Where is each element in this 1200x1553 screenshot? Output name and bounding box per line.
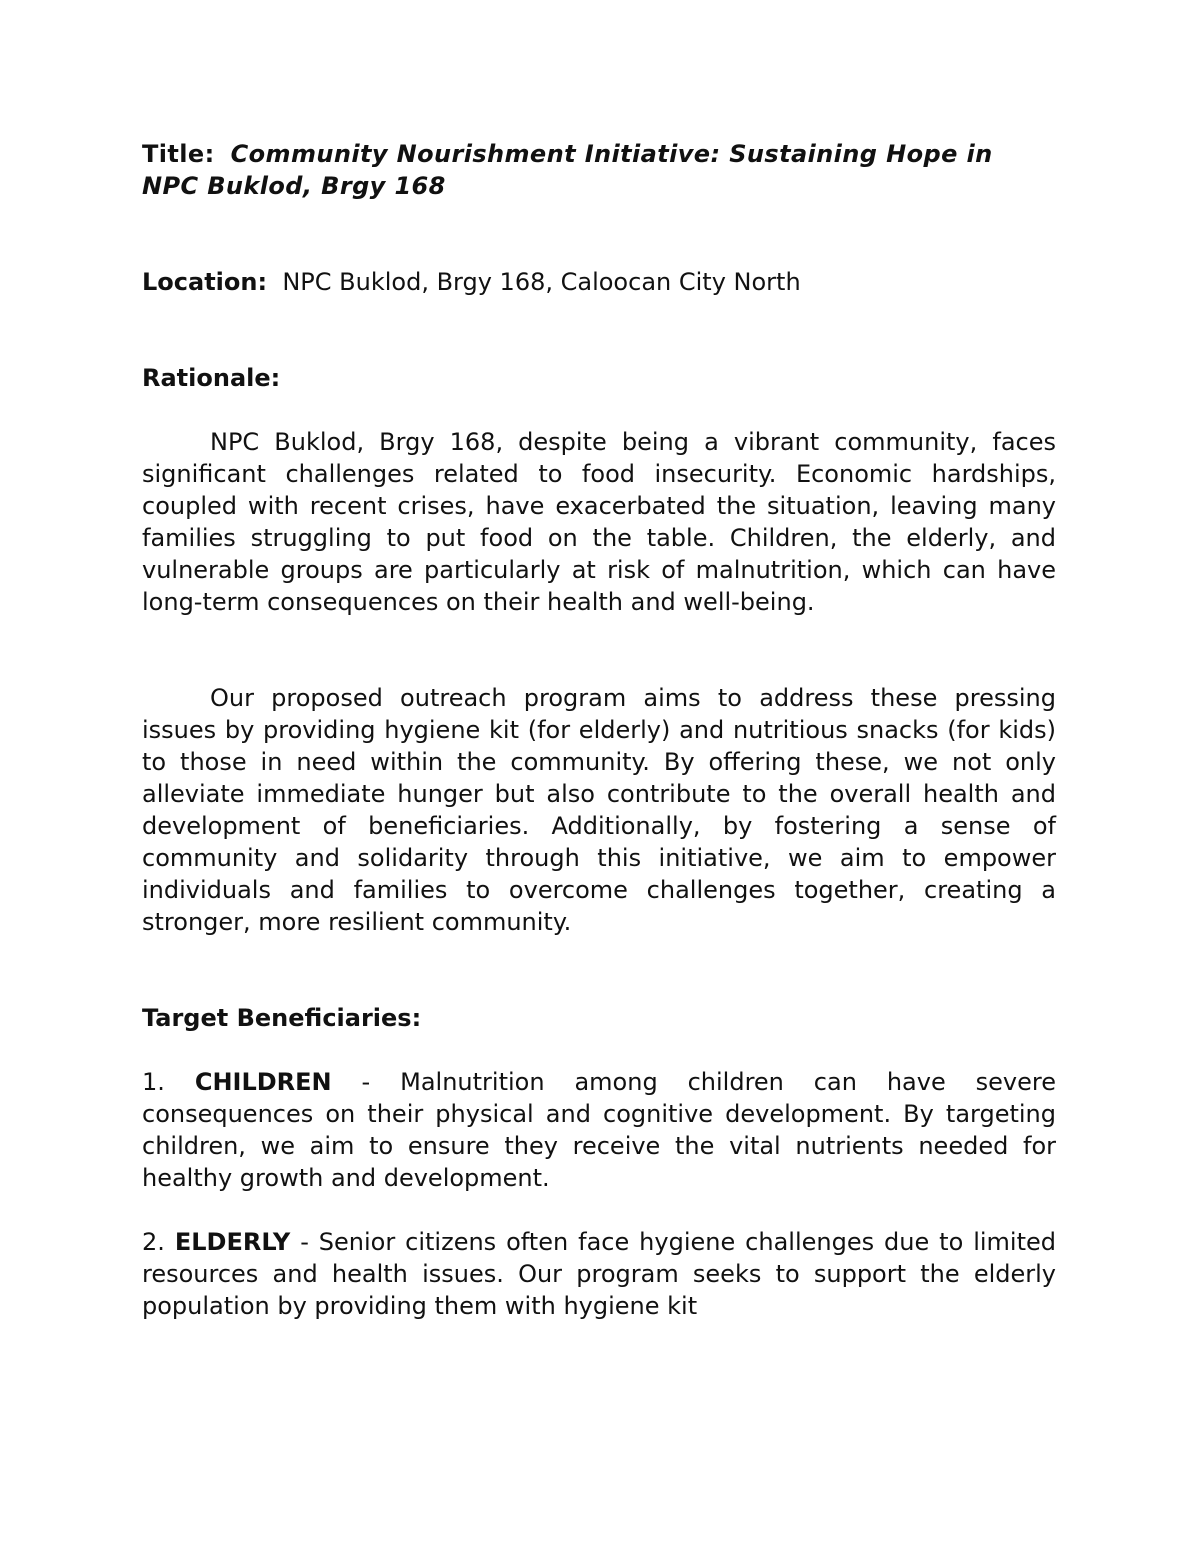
rationale-paragraph-2: Our proposed outreach program aims to address these pressing issues by providing hygiene kit (for elderly) and nutritious snacks (for kids) to those in need within the community. By offering these, we not only alleviate immediate hunger but also contribute to the overall health and development of beneficiaries. Additionally, by fostering a sense of community and solidarity through this initiative, we aim to empower individuals and families to overcome challenges together, creating a stronger, more resilient community. [142,684,1056,936]
location-text: NPC Buklod, Brgy 168, Caloocan City North [282,268,801,296]
beneficiary-name: ELDERLY [174,1228,291,1256]
beneficiary-number: 1. [142,1068,165,1096]
beneficiary-name: CHILDREN [194,1068,332,1096]
rationale-heading: Rationale: [142,364,281,392]
document-title [142,138,1056,202]
location-line [142,266,1056,298]
beneficiary-description: - Malnutrition among children can have severe consequences on their physical and cognitive development. By targeting children, we aim to ensure they receive the vital nutrients needed for healthy growth and development. [142,1068,1056,1192]
rationale-paragraph-1: NPC Buklod, Brgy 168, despite being a vibrant community, faces significant challenges related to food insecurity. Economic hardships, coupled with recent crises, have exacerbated the situation, leaving many families struggling to put food on the table. Children, the elderly, and vulnerable groups are particularly at risk of malnutrition, which can have long-term consequences on their health and well-being. [142,428,1056,616]
beneficiary-description: - Senior citizens often face hygiene challenges due to limited resources and health issues. Our program seeks to support the elderly population by providing them with hygiene kit [142,1228,1056,1320]
document-page [142,138,1056,1322]
beneficiary-item-children [142,1066,1056,1194]
location-label: Location: [142,268,268,296]
beneficiary-number: 2. [142,1228,165,1256]
beneficiaries-heading: Target Beneficiaries: [142,1004,422,1032]
beneficiary-item-elderly [142,1226,1056,1322]
title-label: Title: [142,140,215,168]
title-text: Community Nourishment Initiative: Sustaining Hope in NPC Buklod, Brgy 168 [142,140,993,200]
